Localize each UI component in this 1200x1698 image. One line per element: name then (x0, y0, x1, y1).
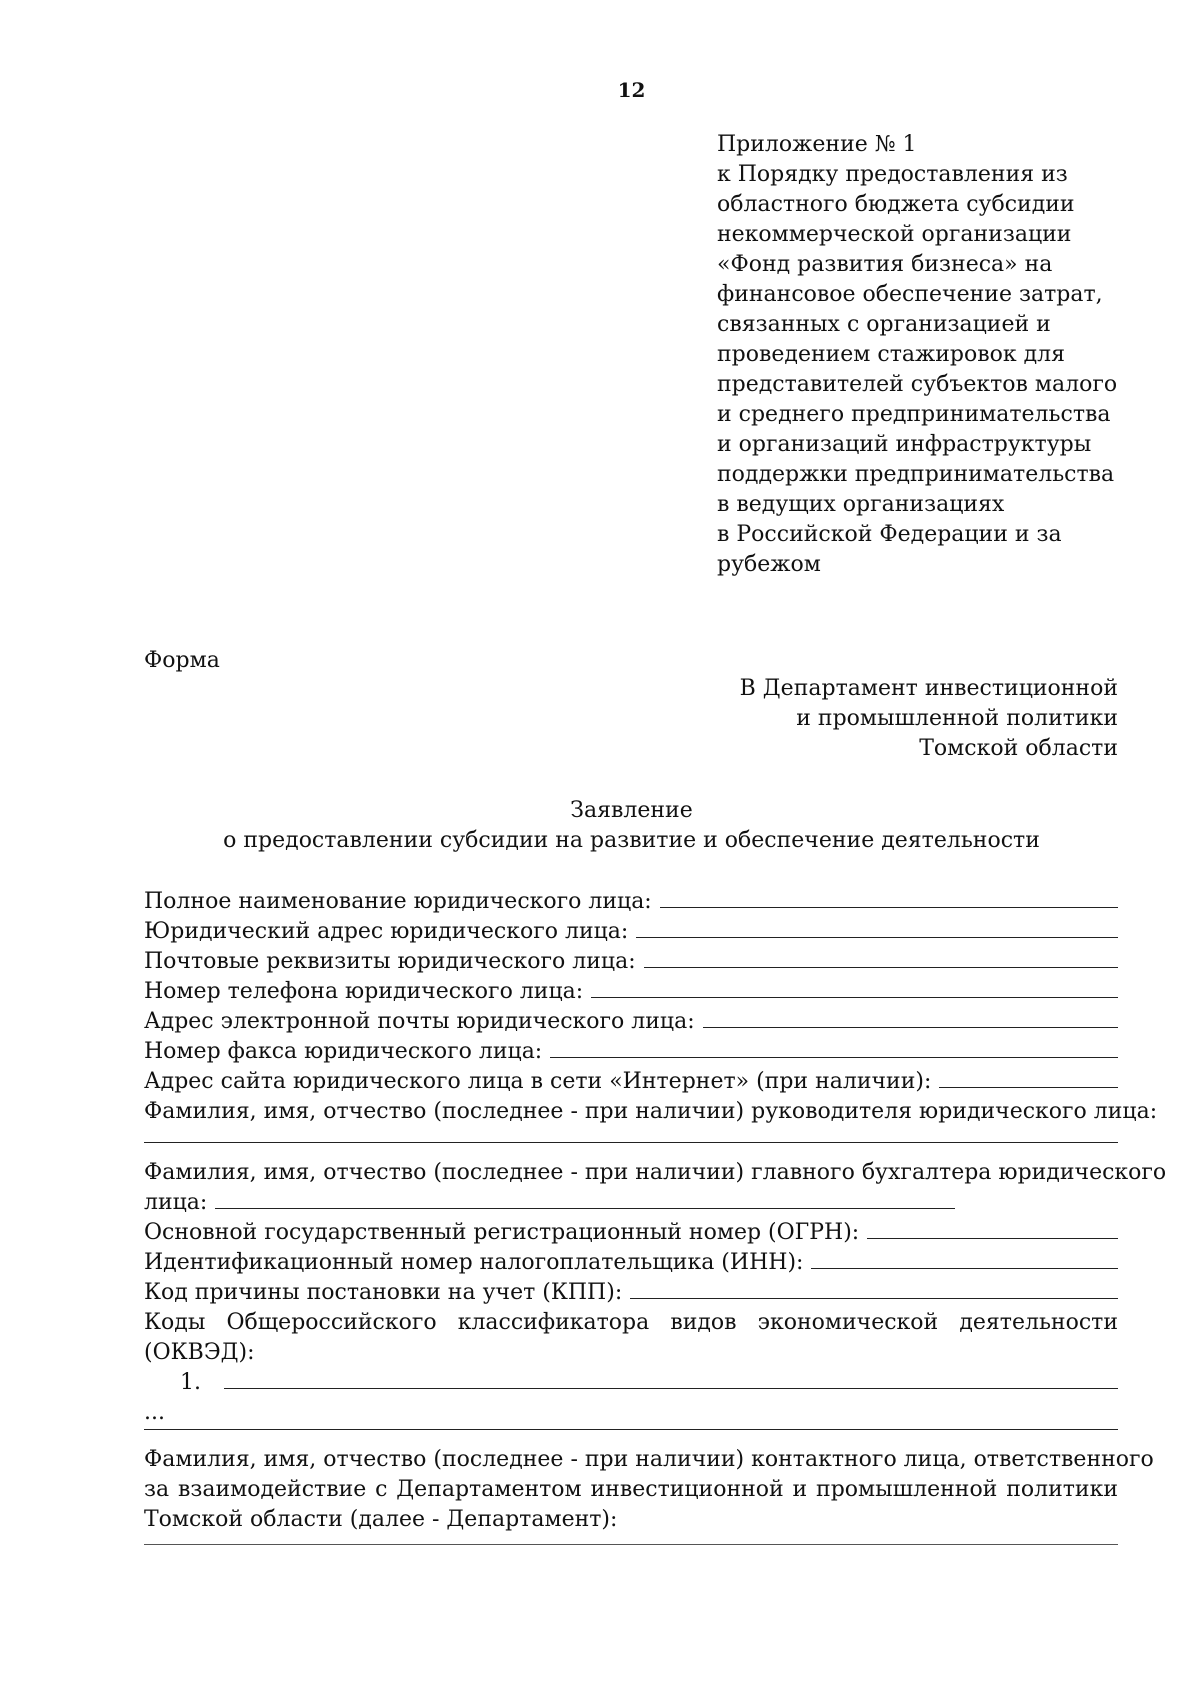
field-kpp (144, 1278, 1118, 1308)
field-email (144, 1007, 1118, 1037)
field-label: Номер факса юридического лица: (144, 1039, 543, 1064)
website-blank[interactable] (939, 1067, 1118, 1088)
appendix-line: в ведущих организациях (717, 492, 1005, 517)
appendix-line: в Российской Федерации и за (717, 522, 1062, 547)
field-okved-label-cont (144, 1338, 1118, 1368)
field-label: Адрес сайта юридического лица в сети «Интернет» (при наличии): (144, 1069, 932, 1094)
field-label: Адрес электронной почты юридического лица: (144, 1009, 695, 1034)
field-label: Номер телефона юридического лица: (144, 979, 584, 1004)
appendix-line: проведением стажировок для (717, 342, 1066, 367)
field-accountant-label: Фамилия, имя, отчество (последнее - при наличии) главного бухгалтера юридического (144, 1160, 1167, 1185)
field-contact-label-3 (144, 1505, 1118, 1535)
field-ogrn (144, 1218, 1118, 1248)
field-label: Почтовые реквизиты юридического лица: (144, 949, 636, 974)
field-website (144, 1067, 1118, 1097)
field-accountant (144, 1188, 1118, 1218)
field-label: Полное наименование юридического лица: (144, 889, 652, 914)
field-contact-label-2: за взаимодействие с Департаментом инвестиционной и промышленной политики (144, 1477, 1118, 1502)
appendix-line: рубежом (717, 552, 821, 577)
appendix-line: и организаций инфраструктуры (717, 432, 1092, 457)
field-legal-address (144, 917, 1118, 947)
page-number: 12 (617, 78, 646, 102)
accountant-blank[interactable] (215, 1188, 955, 1209)
director-blank[interactable] (144, 1141, 1118, 1143)
appendix-line: областного бюджета субсидии (717, 192, 1075, 217)
addressee-block (740, 674, 1118, 764)
okved-item-number: 1. (180, 1370, 201, 1395)
field-full-name (144, 887, 1118, 917)
appendix-line: Приложение № 1 (717, 132, 917, 157)
appendix-line: связанных с организацией и (717, 312, 1051, 337)
full-name-blank[interactable] (660, 887, 1118, 908)
postal-details-blank[interactable] (644, 947, 1118, 968)
okved-item (144, 1368, 1118, 1398)
appendix-line: и среднего предпринимательства (717, 402, 1111, 427)
appendix-line: «Фонд развития бизнеса» на (717, 252, 1053, 277)
appendix-line: представителей субъектов малого (717, 372, 1118, 397)
field-label: лица: (144, 1190, 208, 1215)
field-label: Основной государственный регистрационный номер (ОГРН): (144, 1220, 860, 1245)
field-fax (144, 1037, 1118, 1067)
inn-blank[interactable] (811, 1248, 1118, 1269)
email-blank[interactable] (703, 1007, 1118, 1028)
fax-blank[interactable] (550, 1037, 1118, 1058)
field-inn (144, 1248, 1118, 1278)
field-phone (144, 977, 1118, 1007)
field-postal-details (144, 947, 1118, 977)
title-line-1: Заявление (570, 798, 693, 823)
field-contact-label-1: Фамилия, имя, отчество (последнее - при наличии) контактного лица, ответственного (144, 1447, 1154, 1472)
field-label: Идентификационный номер налогоплательщика (ИНН): (144, 1250, 804, 1275)
field-director-label: Фамилия, имя, отчество (последнее - при наличии) руководителя юридического лица: (144, 1099, 1158, 1124)
field-label: Юридический адрес юридического лица: (144, 919, 629, 944)
document-title (0, 796, 1200, 856)
form-label: Форма (144, 648, 220, 673)
application-fields (144, 887, 1167, 1560)
appendix-line: к Порядку предоставления из (717, 162, 1068, 187)
ogrn-blank[interactable] (867, 1218, 1118, 1239)
addressee-line-1: В Департамент инвестиционной (739, 676, 1118, 701)
addressee-line-2: и промышленной политики (796, 706, 1118, 731)
contact-blank[interactable] (144, 1543, 1118, 1545)
title-line-2: о предоставлении субсидии на развитие и обеспечение деятельности (223, 828, 1040, 853)
appendix-line: поддержки предпринимательства (717, 462, 1115, 487)
addressee-line-3: Томской области (919, 736, 1118, 761)
legal-address-blank[interactable] (636, 917, 1118, 938)
field-label: Код причины постановки на учет (КПП): (144, 1280, 623, 1305)
field-label: Томской области (далее - Департамент): (144, 1507, 618, 1532)
phone-blank[interactable] (591, 977, 1118, 998)
okved-item-blank[interactable] (224, 1368, 1118, 1389)
field-okved-label: Коды Общероссийского классификатора видов экономической деятельности (144, 1310, 1118, 1335)
appendix-header (717, 130, 1187, 580)
okved-ellipsis: ... (144, 1400, 165, 1425)
appendix-line: некоммерческой организации (717, 222, 1072, 247)
field-label: (ОКВЭД): (144, 1340, 255, 1365)
appendix-line: финансовое обеспечение затрат, (717, 282, 1103, 307)
okved-extra-blank[interactable] (144, 1428, 1118, 1430)
kpp-blank[interactable] (630, 1278, 1118, 1299)
